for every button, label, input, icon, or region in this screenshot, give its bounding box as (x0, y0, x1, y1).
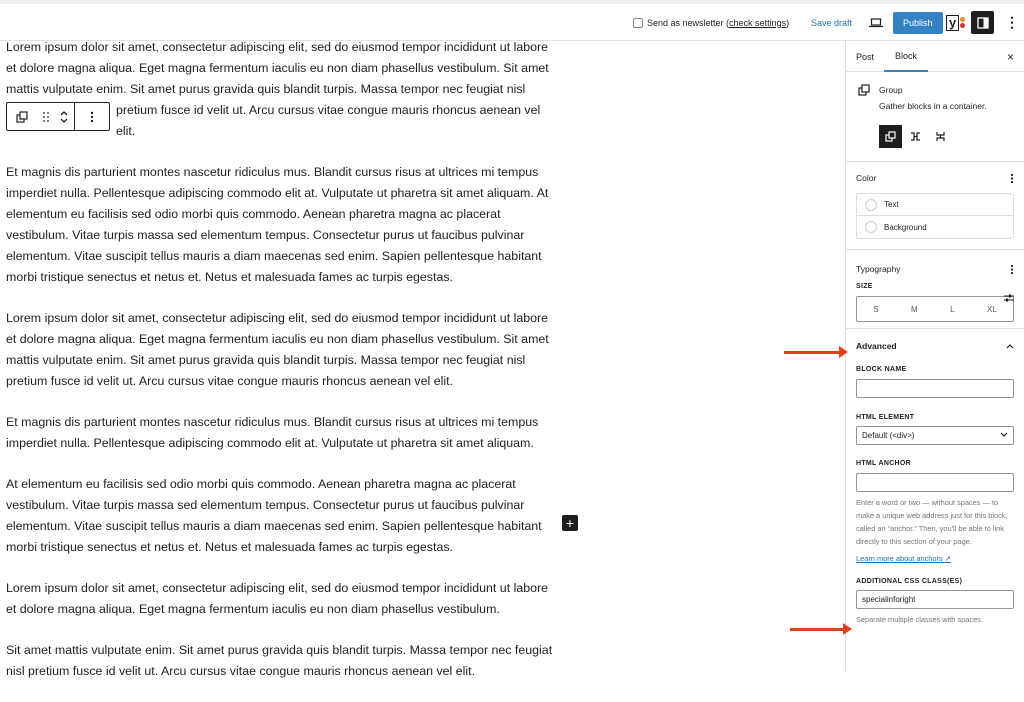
yoast-button[interactable] (946, 4, 965, 41)
chevron-up-icon[interactable] (1006, 342, 1014, 351)
size-label: SIZE (856, 283, 873, 290)
paragraph[interactable]: Lorem ipsum dolor sit amet, consectetur adipiscing elit, sed do eiusmod tempor incididunt ut labore et dolore magna aliqua. Eget magna fermentum iaculis eu non diam phasellus vestibulum. (6, 581, 549, 616)
css-class-input[interactable]: specialinforight (856, 590, 1014, 609)
tab-post[interactable]: Post (856, 51, 875, 62)
html-anchor-label: HTML ANCHOR (856, 460, 912, 467)
learn-more-anchors-link[interactable] (856, 552, 1014, 565)
stack-variation-icon[interactable] (929, 125, 952, 148)
newsletter-label: Send as newsletter (647, 17, 724, 28)
text-color-label: Text (884, 200, 899, 209)
yoast-icon: y (946, 15, 959, 31)
paragraph[interactable]: At elementum eu facilisis sed odio morbi quis commodo. Aenean pharetra magna ac placerat vestibulum. Vitae turpis massa sed elementum tempus. Consectetur purus ut faucibus pulvinar elementum. Vitae suscipit tellus mauris a diam maecenas sed enim. Sapien pellentesque habitant morbi tristique senectus et netus et. Netus et malesuada fames ac turpis egestas. (6, 477, 542, 554)
annotation-arrow (784, 351, 842, 354)
paragraph[interactable] (6, 37, 556, 142)
group-block-icon[interactable] (7, 111, 37, 123)
learn-more-label: Learn more about anchors (856, 554, 943, 563)
move-up-down-icon[interactable] (55, 109, 75, 125)
paragraph-text: Lorem ipsum dolor sit amet, consectetur adipiscing elit, sed do eiusmod tempor incididunt ut labore et dolore magna aliqua. Eget magna fermentum iaculis eu non diam phasellus vestibulum. Sit amet mattis vulputate enim. Sit amet purus gravida quis blandit turpis. Massa tempor nec feugiat nisl pretium fusce id velit ut. Arcu cursus vitae congue mauris rhoncus aenean vel elit. (6, 40, 549, 138)
external-link-icon: ↗ (944, 554, 951, 563)
css-class-help: Separate multiple classes with spaces. (856, 615, 983, 624)
html-element-label: HTML ELEMENT (856, 414, 915, 421)
background-color-item[interactable] (857, 216, 1013, 238)
settings-sidebar (845, 41, 1024, 671)
color-options-icon[interactable] (1010, 173, 1014, 186)
anchor-help-text: Enter a word or two — without spaces — to make a unique web address just for this block, called an “anchor.” Then, you'll be able to link directly to this section of your page. (856, 498, 1008, 546)
html-anchor-input[interactable] (856, 473, 1014, 492)
group-variation-icon[interactable] (879, 125, 902, 148)
annotation-arrow (790, 628, 846, 631)
typography-title: Typography (856, 264, 901, 274)
advanced-toggle[interactable]: Advanced (856, 341, 897, 351)
row-variation-icon[interactable] (904, 125, 927, 148)
size-xl[interactable]: XL (986, 304, 997, 314)
css-class-label: ADDITIONAL CSS CLASS(ES) (856, 578, 963, 585)
block-name-input[interactable] (856, 379, 1014, 398)
tab-block[interactable]: Block (884, 41, 928, 72)
group-icon (858, 84, 870, 98)
html-element-value: Default (<div>) (862, 431, 915, 440)
block-description: Gather blocks in a container. (879, 101, 987, 111)
sidebar-icon (977, 17, 989, 29)
size-s[interactable]: S (873, 304, 879, 314)
typography-options-icon[interactable] (1010, 264, 1014, 277)
newsletter-checkbox[interactable] (633, 18, 643, 28)
paragraph[interactable]: Lorem ipsum dolor sit amet, consectetur adipiscing elit, sed do eiusmod tempor incididunt ut labore et dolore magna aliqua. Eget magna fermentum iaculis eu non diam phasellus vestibulum. Sit amet mattis vulputate enim. Sit amet purus gravida quis blandit turpis. Massa tempor nec feugiat nisl pretium fusce id velit ut. Arcu cursus vitae congue mauris rhoncus aenean vel elit. (6, 311, 549, 388)
block-card (846, 72, 1024, 162)
save-draft-button[interactable]: Save draft (811, 17, 853, 28)
editor-content[interactable] (6, 37, 556, 702)
size-m[interactable]: M (910, 304, 918, 314)
color-panel (846, 162, 1024, 250)
paragraph[interactable]: Sit amet mattis vulputate enim. Sit amet purus gravida quis blandit turpis. Massa tempor nec feugiat nisl pretium fusce id velit ut. Arcu cursus vitae congue mauris rhoncus aenean vel elit. (6, 643, 553, 678)
block-options-icon[interactable] (75, 111, 109, 123)
add-block-button[interactable]: + (562, 515, 578, 531)
newsletter-option[interactable]: Send as newsletter ( check settings ) (633, 4, 789, 41)
block-toolbar (6, 102, 110, 131)
text-color-item[interactable] (857, 194, 1013, 216)
color-swatch-icon (865, 221, 877, 233)
options-menu-icon[interactable]: ⋮ (1005, 14, 1019, 30)
color-swatch-icon (865, 199, 877, 211)
paragraph[interactable]: Et magnis dis parturient montes nascetur ridiculus mus. Blandit cursus risus at ultrices mi tempus imperdiet nulla. Pellentesque adipiscing commodo elit at. Vulputate ut pharetra sit amet aliquam. At elementum eu facilisis sed odio morbi quis commodo. Aenean pharetra magna ac placerat vestibulum. Vitae turpis massa sed elementum tempus. Consectetur purus ut faucibus pulvinar elementum. Vitae suscipit tellus mauris a diam maecenas sed enim. Sapien pellentesque habitant morbi tristique senectus et netus et. Netus et malesuada fames ac turpis egestas. (6, 165, 549, 284)
settings-sidebar-toggle[interactable] (971, 11, 994, 34)
drag-handle-icon[interactable] (37, 111, 55, 123)
editor-topbar (0, 0, 1024, 41)
preview-button[interactable] (869, 4, 883, 41)
laptop-icon (869, 18, 883, 28)
advanced-panel (846, 329, 1024, 626)
html-element-select[interactable] (856, 426, 1014, 445)
check-settings-link[interactable]: check settings (729, 17, 787, 28)
background-color-label: Background (884, 222, 927, 232)
block-name-label: BLOCK NAME (856, 366, 907, 373)
chevron-down-icon (1000, 431, 1008, 440)
color-title: Color (856, 173, 877, 183)
close-icon[interactable]: × (1006, 49, 1014, 64)
publish-button[interactable]: Publish (893, 12, 943, 34)
block-title: Group (879, 85, 903, 95)
typography-panel (846, 250, 1024, 329)
size-l[interactable]: L (950, 304, 955, 314)
paragraph[interactable]: Et magnis dis parturient montes nascetur ridiculus mus. Blandit cursus risus at ultrices mi tempus imperdiet nulla. Pellentesque adipiscing commodo elit at. Vulputate ut pharetra sit amet aliquam. (6, 415, 539, 450)
custom-size-icon[interactable] (1004, 294, 1014, 304)
